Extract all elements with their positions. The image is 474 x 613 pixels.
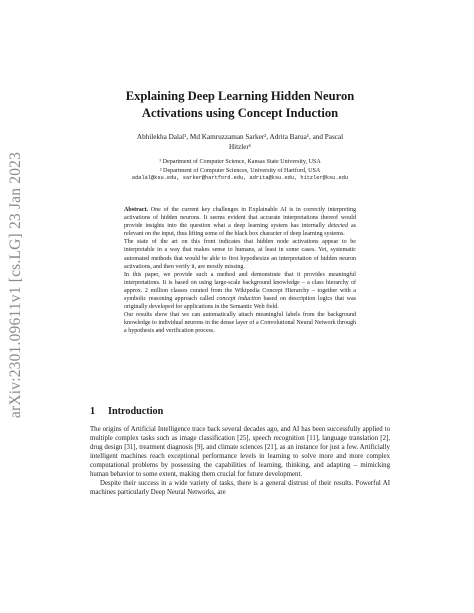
- body-text-segment: , as an instance for just a few. Artificially intelligent machines reach exceptional performance levels in learning to solve more and more complex computational problems by possessing the capabilities of learning, thinking, and adapting – mimicking human behavior to some extent, making them crucial for future development.: [90, 443, 390, 478]
- abstract-text-segment: based on description logics that was originally developed for applications in the Semantic Web field.: [124, 296, 357, 311]
- abstract-text-segment: One of the current key challenges in Explainable AI is in correctly interpreting activations of hidden neurons. It seems evident that accurate interpretations thereof would provide insights into the question what a deep learning system has internally: [124, 207, 356, 230]
- citation-link[interactable]: [31]: [124, 443, 136, 451]
- authors-line-2: Hitzler¹: [228, 143, 252, 151]
- abstract-paragraph-1: [124, 206, 356, 238]
- abstract-text-segment: as relevant on the input, thus lifting some of the black box character of deep learning systems.: [124, 223, 356, 238]
- author-list: [100, 132, 380, 152]
- introduction-paragraph-2: Despite their success in a wide variety of tasks, there is a general distrust of their results. Powerful AI machines particularly Deep Neural Networks, are: [90, 479, 390, 496]
- body-text-segment: , speech recognition: [248, 434, 307, 442]
- affiliation-list: [95, 158, 385, 175]
- affiliation-1: ¹ Department of Computer Science, Kansas State University, USA: [159, 159, 321, 165]
- body-text-segment: , drug design: [90, 434, 390, 451]
- author-emails: adalal@ksu.edu, sarker@hartford.edu, adrita@ksu.edu, hitzler@ksu.edu: [131, 175, 349, 181]
- introduction-body: [90, 426, 390, 498]
- section-heading-introduction: [90, 405, 390, 418]
- citation-link[interactable]: [2]: [380, 434, 389, 442]
- abstract-label: Abstract.: [124, 207, 149, 213]
- title-line-2: Activations using Concept Induction: [141, 106, 339, 120]
- abstract-paragraph-3: [124, 271, 356, 311]
- abstract-paragraph-4: Our results show that we can automatically attach meaningful labels from the background knowledge to individual neurons in the dense layer of a Convolutional Neural Network through a hypothesis and verification process.: [124, 312, 356, 335]
- arxiv-identifier-stamp: [3, 140, 29, 430]
- affiliation-2: ² Department of Computer Sciences, University of Hartford, USA: [159, 167, 321, 174]
- introduction-paragraph-1: [90, 426, 390, 480]
- title-line-1: Explaining Deep Learning Hidden Neuron: [125, 89, 355, 103]
- abstract-paragraph-2: The state of the art on this front indicates that hidden node activations appear to be interpretable in a way that makes sense to humans, at least in some cases. Yet, systematic automated methods that would be able to first hypothesize an interpretation of hidden neuron activations, and then verify it, are mostly missing.: [124, 239, 356, 270]
- body-text-segment: , treatment diagnosis: [135, 443, 195, 451]
- citation-link[interactable]: [21]: [264, 443, 277, 451]
- abstract-text-segment: In this paper, we provide such a method and demonstrate that it provides meaningful interpretations. It is based on using large-scale background knowledge – a class hierarchy of approx. 2 million classes curated from the Wikipedia Concept Hierarchy – together with a symbolic reasoning approach called: [124, 271, 356, 303]
- abstract-emphasis: detected: [327, 223, 348, 230]
- citation-link[interactable]: [25]: [237, 434, 249, 442]
- authors-line-1: Abhilekha Dalal¹, Md Kamruzzaman Sarker², Adrita Barua¹, and Pascal: [136, 133, 344, 141]
- section-number: 1: [90, 406, 96, 417]
- body-text-segment: , language translation: [318, 434, 381, 442]
- arxiv-identifier-text: arXiv:2301.09611v1 [cs.LG] 23 Jan 2023: [7, 151, 24, 419]
- citation-link[interactable]: [9]: [194, 443, 203, 451]
- section-title: Introduction: [108, 406, 164, 417]
- citation-link[interactable]: [11]: [306, 434, 319, 442]
- abstract-emphasis: concept induction: [216, 296, 261, 303]
- abstract: [124, 206, 356, 336]
- body-text-segment: The origins of Artificial Intelligence trace back several decades ago, and AI has been successfully applied to multiple complex tasks such as image classification: [90, 426, 390, 442]
- paper-title: [90, 88, 390, 122]
- body-text-segment: , and climate sciences: [202, 443, 265, 451]
